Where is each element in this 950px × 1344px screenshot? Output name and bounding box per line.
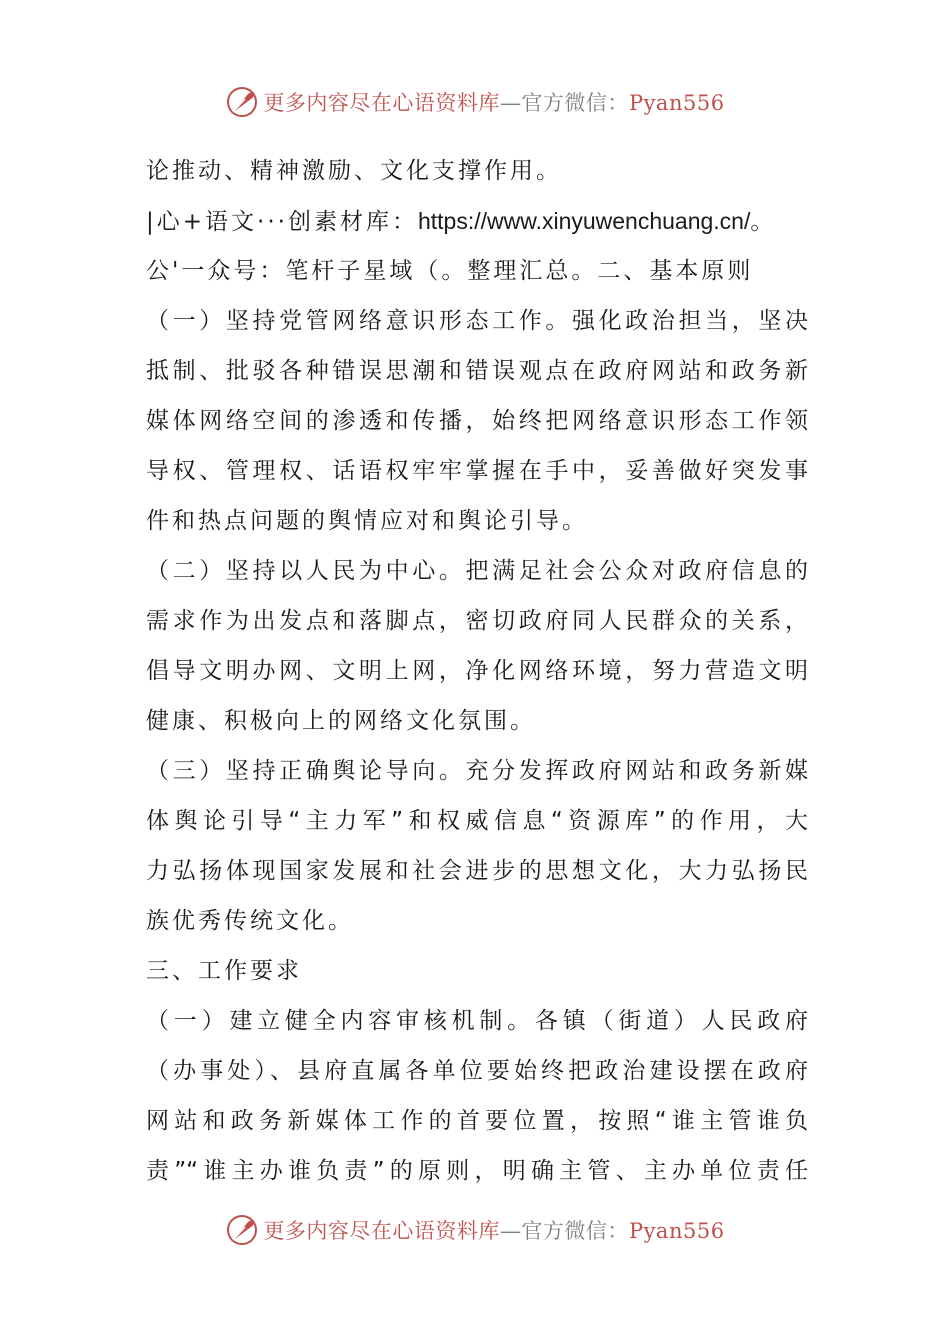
footer-banner <box>0 1208 950 1252</box>
footer-banner-wechat-label: —官方微信： <box>499 1219 629 1243</box>
header-banner-title: 更多内容尽在心语资料库 <box>263 91 500 115</box>
body-line: 健康、积极向上的网络文化氛围。 <box>146 708 536 734</box>
body-line: （一）坚持党管网络意识形态工作。强化政治担当，坚决 <box>146 308 808 334</box>
body-line: 件和热点问题的舆情应对和舆论引导。 <box>146 508 588 534</box>
body-line-source <box>146 198 808 248</box>
section-heading: 三、工作要求 <box>146 958 302 984</box>
source-label: |心+语文···创素材库： <box>146 209 418 235</box>
header-banner-wechat-label: —官方微信： <box>499 91 629 115</box>
body-line: （办事处）、县府直属各单位要始终把政治建设摆在政府 <box>146 1058 808 1084</box>
body-line: 网站和政务新媒体工作的首要位置，按照“谁主管谁负 <box>146 1108 808 1134</box>
body-line: 体舆论引导“主力军”和权威信息“资源库”的作用，大 <box>146 808 808 834</box>
source-url: https://www.xinyuwenchuang.cn/。 <box>417 208 774 234</box>
body-line: 媒体网络空间的渗透和传播，始终把网络意识形态工作领 <box>146 408 808 434</box>
header-banner-wechat-id: Pyan556 <box>628 91 725 115</box>
body-line: 论推动、精神激励、文化支撑作用。 <box>146 158 562 184</box>
body-line: 责”“谁主办谁负责”的原则，明确主管、主办单位责任 <box>146 1158 808 1184</box>
document-body <box>146 148 808 1198</box>
body-line: 力弘扬体现国家发展和社会进步的思想文化，大力弘扬民 <box>146 858 808 884</box>
body-line: （一）建立健全内容审核机制。各镇（街道）人民政府 <box>146 1008 808 1034</box>
footer-banner-wechat-id: Pyan556 <box>628 1219 725 1243</box>
body-line: 导权、管理权、话语权牢牢掌握在手中，妥善做好突发事 <box>146 458 808 484</box>
header-banner <box>0 80 950 124</box>
body-line: 倡导文明办网、文明上网，净化网络环境，努力营造文明 <box>146 658 808 684</box>
body-line: （三）坚持正确舆论导向。充分发挥政府网站和政务新媒 <box>146 758 808 784</box>
quill-pen-logo-icon <box>225 85 259 119</box>
body-line: （二）坚持以人民为中心。把满足社会公众对政府信息的 <box>146 558 808 584</box>
quill-pen-logo-icon <box>225 1213 259 1247</box>
body-line: 族优秀传统文化。 <box>146 908 354 934</box>
body-line: 需求作为出发点和落脚点，密切政府同人民群众的关系， <box>146 608 808 634</box>
body-line: 公'一众号：笔杆子星域（。整理汇总。二、基本原则 <box>146 258 754 284</box>
body-line: 抵制、批驳各种错误思潮和错误观点在政府网站和政务新 <box>146 358 808 384</box>
footer-banner-title: 更多内容尽在心语资料库 <box>263 1219 500 1243</box>
